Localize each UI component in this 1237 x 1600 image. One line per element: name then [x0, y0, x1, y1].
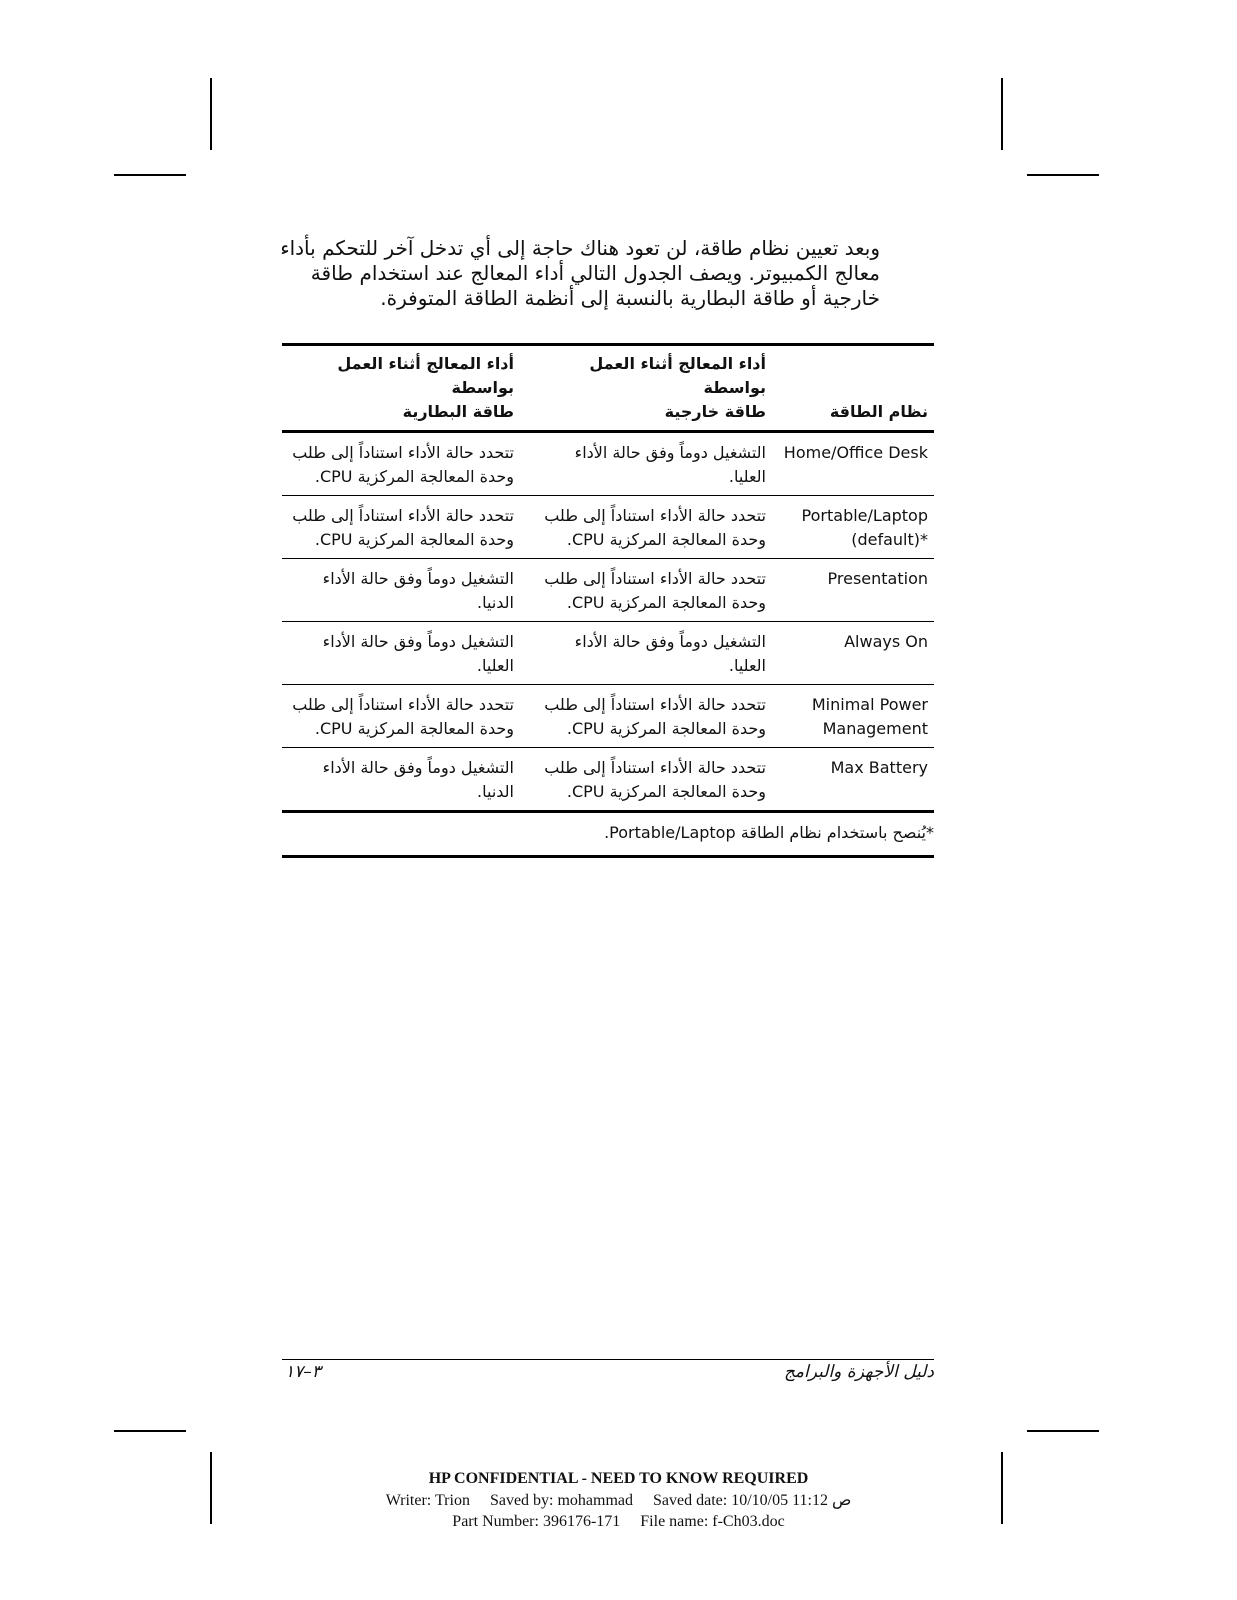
- table-footnote: *يُنصح باستخدام نظام الطاقة Portable/Laptop.: [604, 823, 934, 842]
- cell-system: Minimal Power Management: [811, 695, 928, 738]
- table-row: [282, 496, 934, 559]
- power-scheme-table: [282, 343, 934, 858]
- file-name-label: File name: f-Ch03.doc: [640, 1513, 785, 1530]
- crop-mark: [1001, 78, 1003, 150]
- cell-external: تتحدد حالة الأداء استناداً إلى طلب وحدة المعالجة المركزية CPU.: [544, 569, 766, 612]
- table-row: [282, 748, 934, 812]
- table-header-row: [282, 345, 934, 432]
- cell-system: Always On: [844, 632, 928, 651]
- saved-by-label: Saved by: mohammad: [489, 1492, 634, 1509]
- confidential-heading: HP CONFIDENTIAL - NEED TO KNOW REQUIRED: [428, 1470, 809, 1487]
- cell-system: Portable/Laptop (default)*: [801, 506, 928, 549]
- cell-external: تتحدد حالة الأداء استناداً إلى طلب وحدة المعالجة المركزية CPU.: [544, 695, 766, 738]
- cell-battery: التشغيل دوماً وفق حالة الأداء الدنيا.: [322, 758, 514, 801]
- footer-book-title: دليل الأجهزة والبرامج: [783, 1362, 934, 1382]
- table-footnote-row: [282, 812, 934, 857]
- cell-system: Home/Office Desk: [783, 443, 928, 462]
- crop-mark: [210, 78, 212, 150]
- cell-external: تتحدد حالة الأداء استناداً إلى طلب وحدة المعالجة المركزية CPU.: [544, 506, 766, 549]
- confidential-file-info: [0, 1511, 1237, 1532]
- intro-paragraph: [280, 236, 880, 311]
- crop-mark: [114, 1430, 186, 1432]
- cell-battery: تتحدد حالة الأداء استناداً إلى طلب وحدة المعالجة المركزية CPU.: [292, 695, 514, 738]
- table-row: [282, 559, 934, 622]
- footer-page-number: ٣–١٧: [285, 1362, 321, 1382]
- cell-battery: تتحدد حالة الأداء استناداً إلى طلب وحدة المعالجة المركزية CPU.: [292, 506, 514, 549]
- confidential-block: [0, 1468, 1237, 1532]
- cell-external: التشغيل دوماً وفق حالة الأداء العليا.: [574, 443, 766, 486]
- cell-battery: التشغيل دوماً وفق حالة الأداء العليا.: [322, 632, 514, 675]
- part-number-label: Part Number: 396176-171: [452, 1513, 621, 1530]
- crop-mark: [1027, 174, 1099, 176]
- crop-mark: [114, 174, 186, 176]
- table-row: [282, 622, 934, 685]
- cell-external: التشغيل دوماً وفق حالة الأداء العليا.: [574, 632, 766, 675]
- saved-date-label: Saved date: 10/10/05 11:12 ص: [653, 1492, 852, 1509]
- cell-system: Presentation: [827, 569, 928, 588]
- table-row: [282, 432, 934, 496]
- header-external: أداء المعالج أثناء العمل بواسطة طاقة خارجية: [589, 354, 766, 421]
- cell-external: تتحدد حالة الأداء استناداً إلى طلب وحدة المعالجة المركزية CPU.: [544, 758, 766, 801]
- table-row: [282, 685, 934, 748]
- footer-rule: [282, 1359, 934, 1360]
- intro-line: وبعد تعيين نظام طاقة، لن تعود هناك حاجة إلى أي تدخل آخر للتحكم بأداء: [280, 236, 880, 260]
- writer-label: Writer: Trion: [385, 1492, 470, 1509]
- intro-line: خارجية أو طاقة البطارية بالنسبة إلى أنظمة الطاقة المتوفرة.: [380, 286, 880, 310]
- header-system: نظام الطاقة: [829, 402, 928, 421]
- intro-line: معالج الكمبيوتر. ويصف الجدول التالي أداء المعالج عند استخدام طاقة: [310, 261, 880, 285]
- confidential-save-info: [0, 1490, 1237, 1511]
- crop-mark: [1027, 1430, 1099, 1432]
- cell-battery: تتحدد حالة الأداء استناداً إلى طلب وحدة المعالجة المركزية CPU.: [292, 443, 514, 486]
- cell-battery: التشغيل دوماً وفق حالة الأداء الدنيا.: [322, 569, 514, 612]
- cell-system: Max Battery: [830, 758, 928, 777]
- header-battery: أداء المعالج أثناء العمل بواسطة طاقة البطارية: [337, 354, 514, 421]
